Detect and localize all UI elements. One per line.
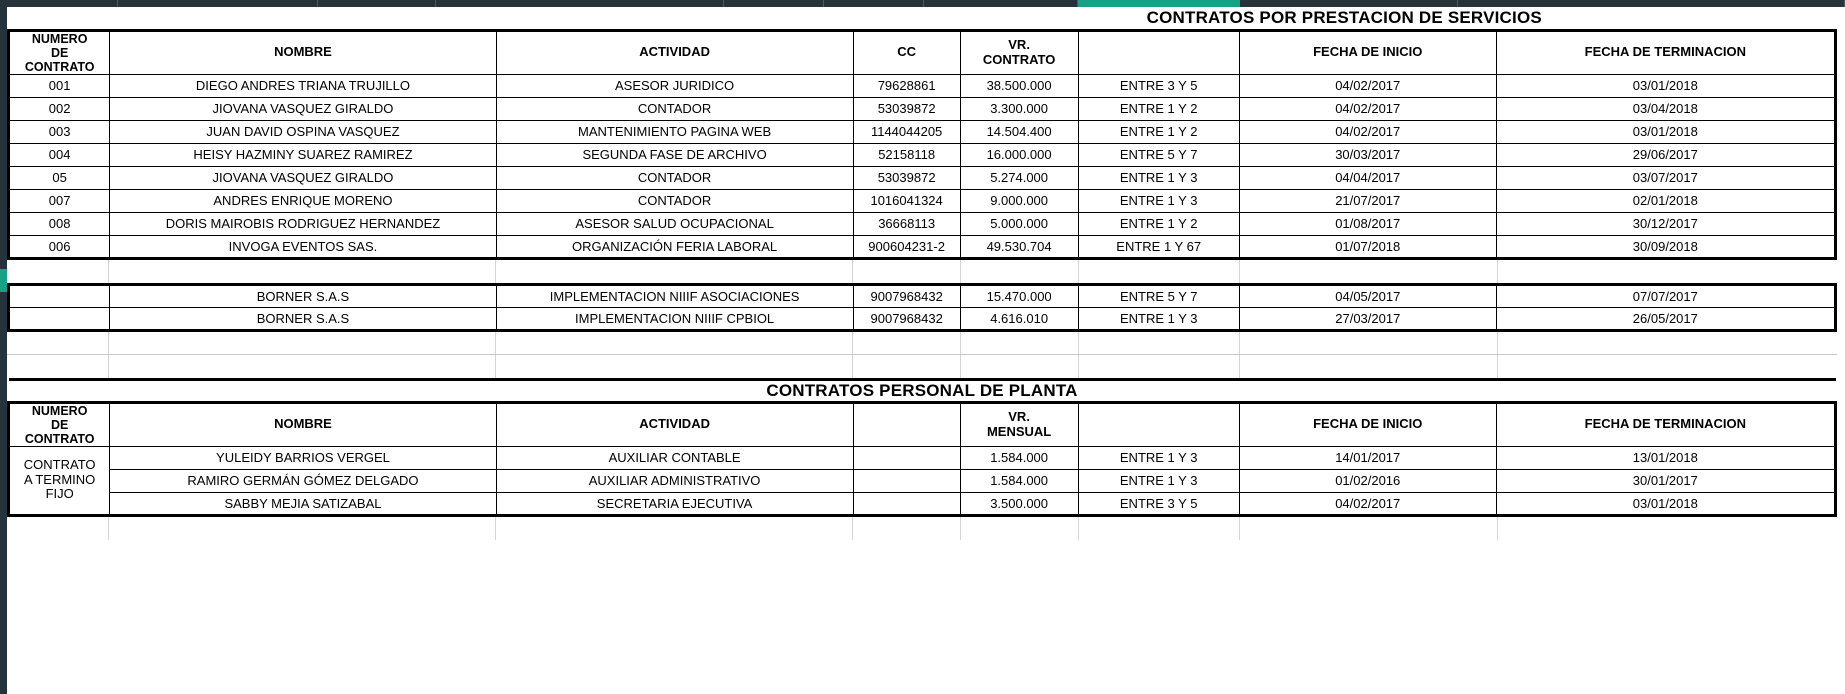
spacer-cell <box>960 517 1078 540</box>
spacer-cell <box>853 332 960 355</box>
cell-fecha-terminacion[interactable]: 03/07/2017 <box>1496 166 1835 189</box>
spacer-cell <box>1078 517 1240 540</box>
row-header-bar[interactable] <box>0 7 7 694</box>
cell-fecha-inicio[interactable]: 01/08/2017 <box>1239 212 1496 235</box>
spacer-cell <box>960 260 1078 283</box>
spacer-cell <box>1078 260 1240 283</box>
spacer-cell <box>7 517 108 540</box>
spacer-row <box>7 355 1837 378</box>
spacer-cell <box>960 332 1078 355</box>
sheet-grid <box>7 7 1845 694</box>
cell-entre[interactable]: ENTRE 3 Y 5 <box>1078 74 1239 97</box>
cell-cc[interactable]: 1144044205 <box>853 120 960 143</box>
spacer-cell <box>495 355 853 378</box>
cell-blank[interactable] <box>853 446 960 469</box>
cell-entre[interactable]: ENTRE 1 Y 2 <box>1078 97 1239 120</box>
cell-nombre[interactable]: YULEIDY BARRIOS VERGEL <box>110 446 496 469</box>
th-cc: CC <box>853 30 960 74</box>
th-actividad: ACTIVIDAD <box>496 30 853 74</box>
spacer-cell <box>853 355 960 378</box>
cell-entre[interactable]: ENTRE 1 Y 3 <box>1078 166 1239 189</box>
table1-title: CONTRATOS POR PRESTACION DE SERVICIOS <box>853 7 1835 30</box>
th2-blank <box>853 402 960 446</box>
cell-fecha-terminacion[interactable]: 30/12/2017 <box>1496 212 1835 235</box>
table1-body <box>9 74 1836 258</box>
spacer-cell <box>108 355 495 378</box>
th2-entre <box>1078 402 1239 446</box>
cell-actividad[interactable]: CONTADOR <box>496 97 853 120</box>
spacer-cell <box>1240 517 1497 540</box>
th2-fecha-terminacion: FECHA DE TERMINACION <box>1496 402 1835 446</box>
cell-valor-contrato[interactable]: 49.530.704 <box>960 235 1078 258</box>
table1-gap <box>7 260 1837 283</box>
th-fecha-inicio: FECHA DE INICIO <box>1239 30 1496 74</box>
spacer-cell <box>108 517 495 540</box>
cell-valor-contrato[interactable]: 14.504.400 <box>960 120 1078 143</box>
col-seg-a[interactable] <box>0 0 118 7</box>
cell-fecha-terminacion[interactable]: 03/01/2018 <box>1496 74 1835 97</box>
cell-fecha-inicio[interactable]: 21/07/2017 <box>1239 189 1496 212</box>
cell-fecha-inicio[interactable]: 01/07/2018 <box>1239 235 1496 258</box>
cell-cc[interactable]: 36668113 <box>853 212 960 235</box>
col-seg-e[interactable] <box>724 0 824 7</box>
cell-fecha-terminacion[interactable]: 02/01/2018 <box>1496 189 1835 212</box>
group-label-line: CONTRATO <box>23 456 96 472</box>
cell-entre[interactable]: ENTRE 1 Y 2 <box>1078 120 1239 143</box>
cell-actividad[interactable]: ORGANIZACIÓN FERIA LABORAL <box>496 235 853 258</box>
cell-actividad[interactable]: ASESOR JURIDICO <box>496 74 853 97</box>
cell-nombre[interactable]: JIOVANA VASQUEZ GIRALDO <box>110 97 496 120</box>
cell-numero-contrato[interactable] <box>9 284 110 307</box>
title-spacer-cell <box>9 7 110 30</box>
cell-nombre[interactable]: SABBY MEJIA SATIZABAL <box>110 492 496 515</box>
cell-numero-contrato[interactable]: 008 <box>9 212 110 235</box>
cell-numero-contrato[interactable]: 001 <box>9 74 110 97</box>
table2-header-row <box>9 402 1836 446</box>
cell-fecha-terminacion[interactable]: 26/05/2017 <box>1496 307 1835 330</box>
cell-nombre[interactable]: JUAN DAVID OSPINA VASQUEZ <box>110 120 496 143</box>
cell-fecha-inicio[interactable]: 04/02/2017 <box>1239 492 1496 515</box>
cell-nombre[interactable]: BORNER S.A.S <box>110 284 496 307</box>
table-row[interactable] <box>9 143 1836 166</box>
spacer-cell <box>1497 355 1837 378</box>
cell-entre[interactable]: ENTRE 1 Y 3 <box>1078 469 1239 492</box>
spacer-cell <box>495 517 853 540</box>
th2-numero-contrato: NUMERO DE CONTRATO <box>9 402 110 446</box>
table-row[interactable] <box>9 284 1836 307</box>
spacer-cell <box>1497 332 1837 355</box>
cell-cc[interactable]: 1016041324 <box>853 189 960 212</box>
cell-nombre[interactable]: HEISY HAZMINY SUAREZ RAMIREZ <box>110 143 496 166</box>
spacer-cell <box>853 517 960 540</box>
cell-cc[interactable]: 900604231-2 <box>853 235 960 258</box>
cell-fecha-inicio[interactable]: 04/02/2017 <box>1239 74 1496 97</box>
title-spacer-cell <box>110 7 496 30</box>
cell-fecha-terminacion[interactable]: 29/06/2017 <box>1496 143 1835 166</box>
cell-fecha-terminacion[interactable]: 07/07/2017 <box>1496 284 1835 307</box>
cell-actividad[interactable]: AUXILIAR ADMINISTRATIVO <box>496 469 853 492</box>
table2-trailing-band <box>7 517 1837 540</box>
cell-valor-contrato[interactable]: 5.000.000 <box>960 212 1078 235</box>
cell-entre[interactable]: ENTRE 3 Y 5 <box>1078 492 1239 515</box>
cell-numero-contrato[interactable]: 006 <box>9 235 110 258</box>
table-row[interactable] <box>9 120 1836 143</box>
cell-nombre[interactable]: DORIS MAIROBIS RODRIGUEZ HERNANDEZ <box>110 212 496 235</box>
cell-valor-contrato[interactable]: 4.616.010 <box>960 307 1078 330</box>
spacer-cell <box>7 260 108 283</box>
cell-valor-contrato[interactable]: 9.000.000 <box>960 189 1078 212</box>
table-contratos-prestacion-servicios <box>7 7 1837 260</box>
table2-body <box>9 446 1836 515</box>
cell-numero-contrato[interactable]: 007 <box>9 189 110 212</box>
cell-valor-contrato[interactable]: 5.274.000 <box>960 166 1078 189</box>
col-seg-f[interactable] <box>824 0 924 7</box>
cell-actividad[interactable]: CONTADOR <box>496 189 853 212</box>
cell-valor-contrato[interactable]: 16.000.000 <box>960 143 1078 166</box>
table-row[interactable] <box>9 97 1836 120</box>
table-row[interactable] <box>9 469 1836 492</box>
cell-valor-contrato[interactable]: 38.500.000 <box>960 74 1078 97</box>
spacer-cell <box>1078 355 1240 378</box>
row-selection-marker <box>0 269 7 292</box>
cell-fecha-terminacion[interactable]: 13/01/2018 <box>1496 446 1835 469</box>
cell-cc[interactable]: 9007968432 <box>853 284 960 307</box>
spacer-cell <box>1497 260 1837 283</box>
cell-nombre[interactable]: INVOGA EVENTOS SAS. <box>110 235 496 258</box>
col-seg-b[interactable] <box>118 0 318 7</box>
cell-blank[interactable] <box>853 469 960 492</box>
cell-entre[interactable]: ENTRE 5 Y 7 <box>1078 284 1239 307</box>
cell-cc[interactable]: 9007968432 <box>853 307 960 330</box>
table-row[interactable] <box>9 307 1836 330</box>
cell-blank[interactable] <box>853 492 960 515</box>
cell-entre[interactable]: ENTRE 1 Y 2 <box>1078 212 1239 235</box>
cell-entre[interactable]: ENTRE 1 Y 3 <box>1078 446 1239 469</box>
cell-fecha-inicio[interactable]: 01/02/2016 <box>1239 469 1496 492</box>
col-seg-h[interactable] <box>1078 0 1240 7</box>
th2-vr-mensual: VR. MENSUAL <box>960 402 1078 446</box>
cell-nombre[interactable]: JIOVANA VASQUEZ GIRALDO <box>110 166 496 189</box>
cell-actividad[interactable]: SECRETARIA EJECUTIVA <box>496 492 853 515</box>
cell-fecha-terminacion[interactable]: 30/01/2017 <box>1496 469 1835 492</box>
cell-entre[interactable]: ENTRE 1 Y 3 <box>1078 307 1239 330</box>
th-fecha-terminacion: FECHA DE TERMINACION <box>1496 30 1835 74</box>
cell-entre[interactable]: ENTRE 1 Y 3 <box>1078 189 1239 212</box>
cell-entre[interactable]: ENTRE 1 Y 67 <box>1078 235 1239 258</box>
table-row[interactable] <box>9 189 1836 212</box>
cell-valor-contrato[interactable]: 3.300.000 <box>960 97 1078 120</box>
cell-actividad[interactable]: IMPLEMENTACION NIIIF CPBIOL <box>496 307 853 330</box>
th-vr-contrato: VR. CONTRATO <box>960 30 1078 74</box>
table-row[interactable] <box>9 212 1836 235</box>
cell-numero-contrato[interactable]: 004 <box>9 143 110 166</box>
cell-fecha-terminacion[interactable]: 03/01/2018 <box>1496 492 1835 515</box>
col-seg-i[interactable] <box>1240 0 1458 7</box>
cell-fecha-terminacion[interactable]: 30/09/2018 <box>1496 235 1835 258</box>
cell-numero-contrato[interactable]: 05 <box>9 166 110 189</box>
table-row[interactable] <box>9 166 1836 189</box>
spacer-row <box>7 332 1837 355</box>
col-seg-j[interactable] <box>1458 0 1845 7</box>
spacer-cell <box>1240 355 1497 378</box>
cell-fecha-inicio[interactable]: 04/04/2017 <box>1239 166 1496 189</box>
table-row[interactable] <box>9 446 1836 469</box>
spacer-cell <box>1078 332 1240 355</box>
table-row[interactable] <box>9 235 1836 258</box>
th-numero-contrato: NUMERO DE CONTRATO <box>9 30 110 74</box>
table-row[interactable] <box>9 74 1836 97</box>
cell-actividad[interactable]: AUXILIAR CONTABLE <box>496 446 853 469</box>
cell-fecha-inicio[interactable]: 27/03/2017 <box>1239 307 1496 330</box>
cell-nombre[interactable]: BORNER S.A.S <box>110 307 496 330</box>
cell-numero-contrato[interactable]: 002 <box>9 97 110 120</box>
cell-cc[interactable]: 52158118 <box>853 143 960 166</box>
cell-fecha-inicio[interactable]: 04/02/2017 <box>1239 120 1496 143</box>
spacer-cell <box>853 260 960 283</box>
cell-actividad[interactable]: SEGUNDA FASE DE ARCHIVO <box>496 143 853 166</box>
th2-nombre: NOMBRE <box>110 402 496 446</box>
table-contratos-personal-planta <box>7 378 1837 517</box>
cell-valor-mensual[interactable]: 1.584.000 <box>960 446 1078 469</box>
spacer-cell <box>495 260 853 283</box>
th-nombre: NOMBRE <box>110 30 496 74</box>
table1b-body <box>9 284 1836 330</box>
cell-fecha-terminacion[interactable]: 03/01/2018 <box>1496 120 1835 143</box>
cell-actividad[interactable]: CONTADOR <box>496 166 853 189</box>
cell-fecha-terminacion[interactable]: 03/04/2018 <box>1496 97 1835 120</box>
cell-group-contrato-termino-fijo[interactable] <box>9 446 110 515</box>
cell-fecha-inicio[interactable]: 14/01/2017 <box>1239 446 1496 469</box>
th-entre <box>1078 30 1239 74</box>
cell-cc[interactable]: 53039872 <box>853 97 960 120</box>
cell-actividad[interactable]: IMPLEMENTACION NIIIF ASOCIACIONES <box>496 284 853 307</box>
cell-nombre[interactable]: DIEGO ANDRES TRIANA TRUJILLO <box>110 74 496 97</box>
table2-gap <box>7 332 1837 378</box>
spacer-cell <box>108 260 495 283</box>
cell-valor-mensual[interactable]: 1.584.000 <box>960 469 1078 492</box>
cell-actividad[interactable]: MANTENIMIENTO PAGINA WEB <box>496 120 853 143</box>
table-row[interactable] <box>9 492 1836 515</box>
spacer-cell <box>7 355 108 378</box>
table2-title-row <box>9 379 1836 402</box>
cell-cc[interactable]: 79628861 <box>853 74 960 97</box>
spacer-cell <box>1240 332 1497 355</box>
spacer-row <box>7 517 1837 540</box>
cell-numero-contrato[interactable] <box>9 307 110 330</box>
cell-numero-contrato[interactable]: 003 <box>9 120 110 143</box>
col-seg-d[interactable] <box>436 0 724 7</box>
title-spacer-cell <box>496 7 853 30</box>
col-seg-c[interactable] <box>318 0 436 7</box>
spacer-cell <box>7 332 108 355</box>
cell-actividad[interactable]: ASESOR SALUD OCUPACIONAL <box>496 212 853 235</box>
th2-fecha-inicio: FECHA DE INICIO <box>1239 402 1496 446</box>
table1-title-row <box>9 7 1836 30</box>
column-header-bar[interactable] <box>0 0 1845 7</box>
cell-nombre[interactable]: RAMIRO GERMÁN GÓMEZ DELGADO <box>110 469 496 492</box>
group-label-line: FIJO <box>45 486 74 502</box>
table-borner-contratos <box>7 283 1837 332</box>
spacer-cell <box>1240 260 1497 283</box>
cell-valor-contrato[interactable]: 15.470.000 <box>960 284 1078 307</box>
spacer-cell <box>495 332 853 355</box>
cell-fecha-inicio[interactable]: 04/02/2017 <box>1239 97 1496 120</box>
col-seg-g[interactable] <box>924 0 1078 7</box>
th2-actividad: ACTIVIDAD <box>496 402 853 446</box>
spacer-row <box>7 260 1837 283</box>
cell-valor-mensual[interactable]: 3.500.000 <box>960 492 1078 515</box>
spacer-cell <box>1497 517 1837 540</box>
spacer-cell <box>108 332 495 355</box>
cell-cc[interactable]: 53039872 <box>853 166 960 189</box>
cell-fecha-inicio[interactable]: 30/03/2017 <box>1239 143 1496 166</box>
spacer-cell <box>960 355 1078 378</box>
cell-entre[interactable]: ENTRE 5 Y 7 <box>1078 143 1239 166</box>
cell-fecha-inicio[interactable]: 04/05/2017 <box>1239 284 1496 307</box>
cell-nombre[interactable]: ANDRES ENRIQUE MORENO <box>110 189 496 212</box>
table1-header-row <box>9 30 1836 74</box>
group-label-line: A TERMINO <box>24 471 96 487</box>
table2-title: CONTRATOS PERSONAL DE PLANTA <box>9 379 1836 402</box>
